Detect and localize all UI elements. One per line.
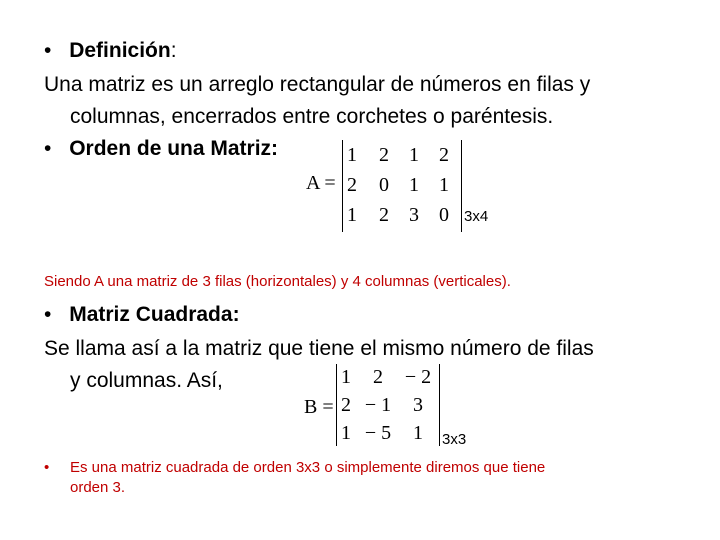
square-title: Matriz Cuadrada: — [69, 303, 240, 326]
square-note-line2: orden 3. — [70, 479, 126, 496]
square-note-bullet: • — [44, 459, 50, 476]
definition-heading — [44, 38, 177, 64]
matrix-a — [342, 140, 462, 232]
matrix-a-cell: 0 — [439, 204, 449, 226]
definition-title: Definición — [69, 39, 171, 62]
matrix-b-cell: 1 — [341, 366, 351, 388]
matrix-a-label: A = — [306, 172, 336, 194]
matrix-b-cell: 2 — [373, 366, 383, 388]
matrix-b-cell: 2 — [341, 394, 351, 416]
bullet: • — [44, 39, 52, 62]
order-title: Orden de una Matriz: — [69, 137, 279, 160]
matrix-a-order: 3x4 — [464, 208, 489, 225]
matrix-b — [336, 364, 440, 446]
matrix-a-cell: 2 — [379, 204, 389, 226]
order-heading — [44, 136, 278, 162]
matrix-a-cell: 1 — [347, 144, 357, 166]
square-text-line2: y columnas. Así, — [70, 369, 223, 392]
matrix-a-cell: 2 — [439, 144, 449, 166]
matrix-b-cell: 1 — [341, 422, 351, 444]
matrix-a-cell: 3 — [409, 204, 419, 226]
matrix-a-cell: 0 — [379, 174, 389, 196]
bullet: • — [44, 137, 52, 160]
definition-colon: : — [170, 39, 177, 62]
matrix-b-cell: − 5 — [364, 422, 392, 444]
order-note: Siendo A una matriz de 3 filas (horizontales) y 4 columnas (verticales). — [44, 273, 511, 290]
bullet: • — [44, 303, 52, 326]
matrix-a-cell: 1 — [347, 204, 357, 226]
matrix-b-order: 3x3 — [442, 431, 467, 448]
matrix-a-cell: 1 — [409, 174, 419, 196]
square-note-line1: Es una matriz cuadrada de orden 3x3 o simplemente diremos que tiene — [70, 459, 546, 476]
matrix-a-cell: 2 — [379, 144, 389, 166]
matrix-a-cell: 1 — [439, 174, 449, 196]
matrix-a-cell: 2 — [347, 174, 357, 196]
matrix-b-label: B = — [304, 396, 334, 418]
matrix-a-cell: 1 — [409, 144, 419, 166]
square-heading — [44, 302, 240, 328]
definition-text-line2: columnas, encerrados entre corchetes o paréntesis. — [70, 105, 554, 128]
definition-text-line1: Una matriz es un arreglo rectangular de números en filas y — [44, 73, 591, 96]
matrix-b-cell: 3 — [413, 394, 423, 416]
matrix-b-cell: − 2 — [404, 366, 432, 388]
matrix-b-cell: − 1 — [364, 394, 392, 416]
square-text-line1: Se llama así a la matriz que tiene el mismo número de filas — [44, 337, 594, 360]
matrix-b-cell: 1 — [413, 422, 423, 444]
